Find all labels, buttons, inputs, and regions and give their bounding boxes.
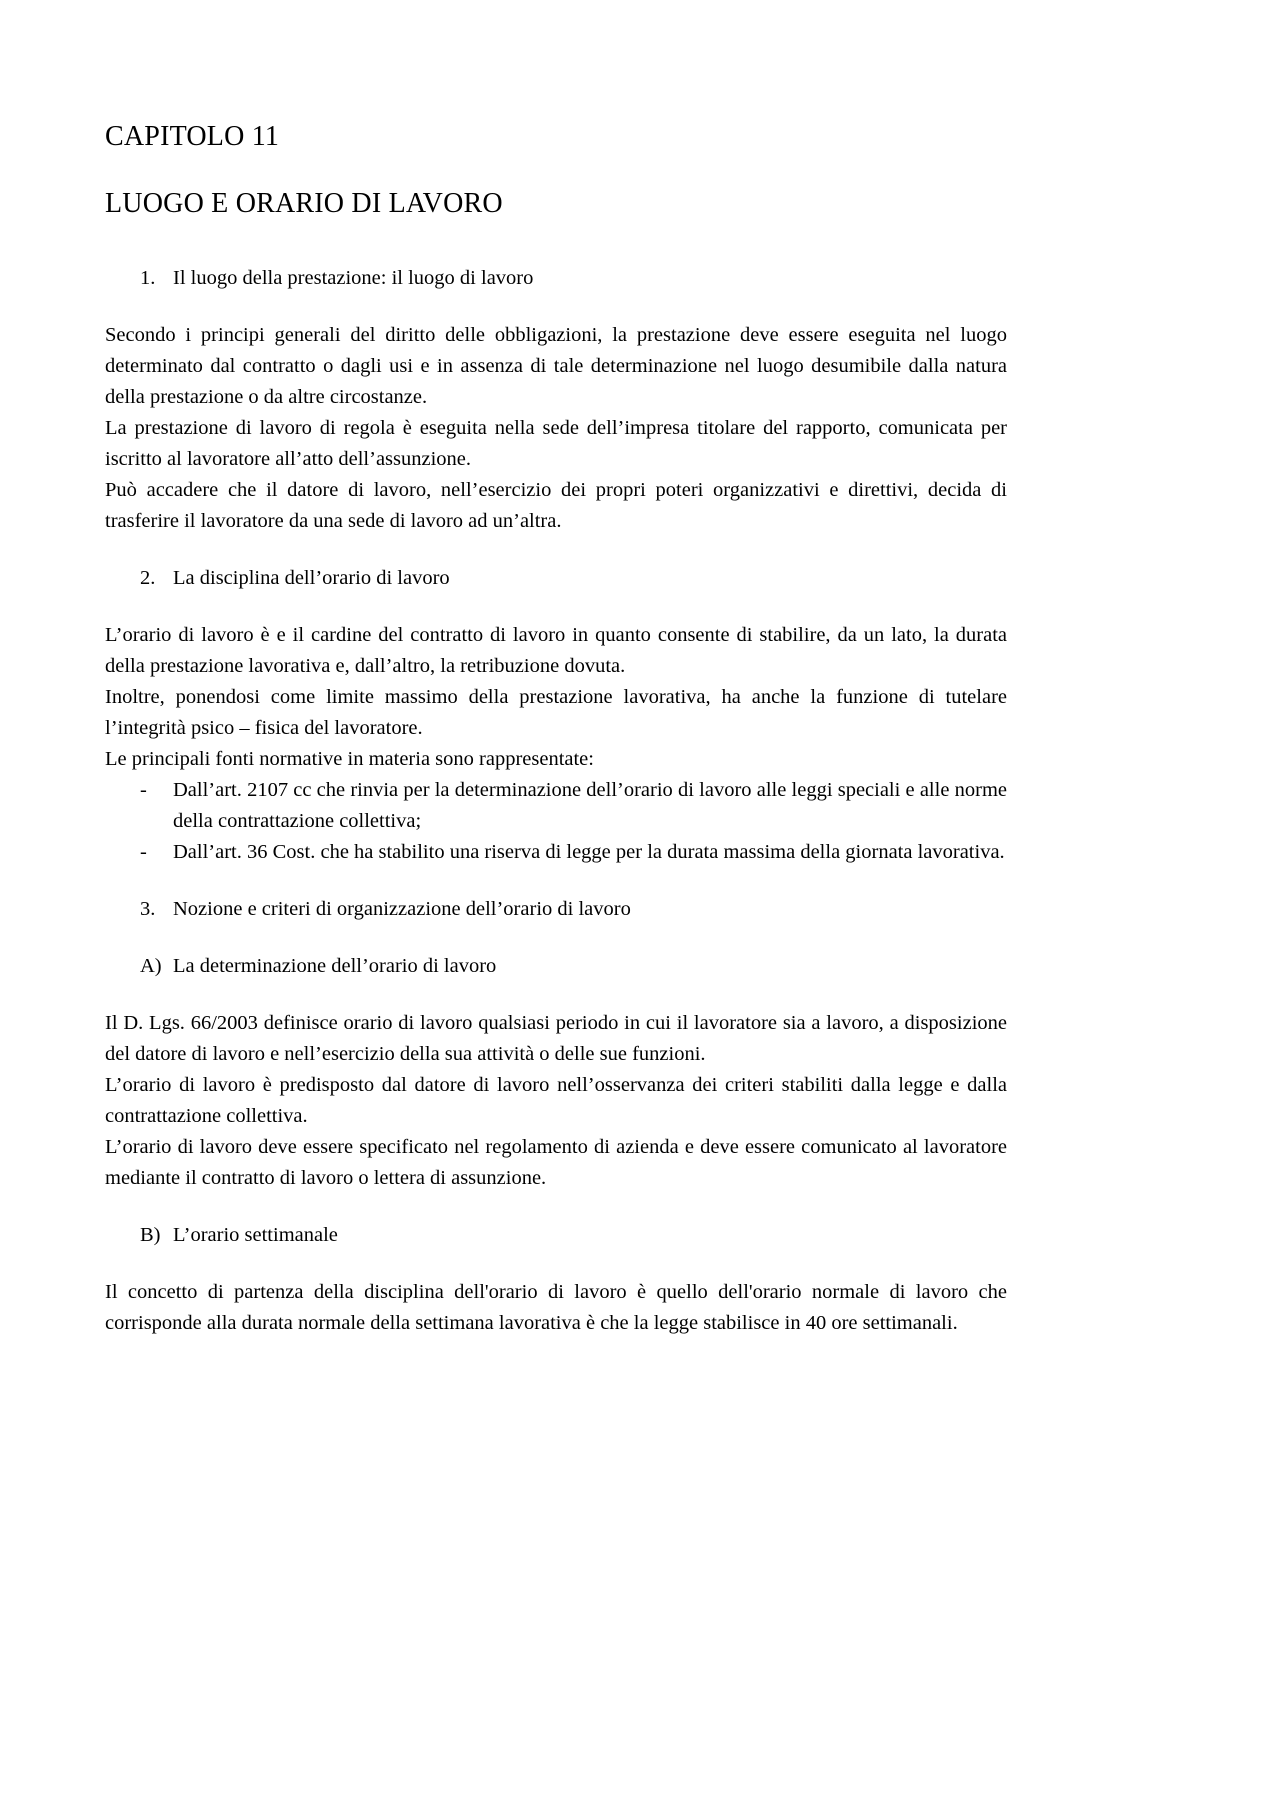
chapter-subtitle: LUOGO E ORARIO DI LAVORO: [105, 188, 503, 219]
subsection-a-paragraph-3: L’orario di lavoro deve essere specificato nel regolamento di azienda e deve essere comunicato al lavoratore mediante il contratto di lavoro o lettera di assunzione.: [105, 1136, 1007, 1189]
section-1-paragraph-3: Può accadere che il datore di lavoro, nell’esercizio dei propri poteri organizzativi e direttivi, decida di trasferire il lavoratore da una sede di lavoro ad un’altra.: [105, 479, 1007, 532]
subsection-b-paragraph-1: Il concetto di partenza della disciplina dell'orario di lavoro è quello dell'orario normale di lavoro che corrisponde alla durata normale della settimana lavorativa è che la legge stabilisce in 40 ore settimanali.: [105, 1281, 1007, 1334]
subsection-b-heading: [105, 1220, 1007, 1251]
section-3-heading-text: Nozione e criteri di organizzazione dell’orario di lavoro: [173, 898, 631, 920]
section-2-heading-text: La disciplina dell’orario di lavoro: [173, 567, 450, 589]
subsection-a-paragraph-1: Il D. Lgs. 66/2003 definisce orario di lavoro qualsiasi periodo in cui il lavoratore sia a lavoro, a disposizione del datore di lavoro e nell’esercizio della sua attività o delle sue funzioni.: [105, 1012, 1007, 1065]
dash-bullet: -: [140, 779, 147, 801]
subsection-a-letter: A): [140, 955, 162, 977]
subsection-a-heading-text: La determinazione dell’orario di lavoro: [173, 955, 497, 977]
section-1-heading: [105, 263, 1007, 294]
section-2-paragraph-2: Inoltre, ponendosi come limite massimo della prestazione lavorativa, ha anche la funzione di tutelare l’integrità psico – fisica del lavoratore.: [105, 686, 1007, 739]
list-item-text: Dall’art. 36 Cost. che ha stabilito una riserva di legge per la durata massima della giornata lavorativa.: [173, 841, 1005, 863]
section-3-number: 3.: [140, 898, 156, 920]
section-2-paragraph-3: Le principali fonti normative in materia sono rappresentate:: [105, 748, 594, 770]
section-2-paragraph-1: L’orario di lavoro è e il cardine del contratto di lavoro in quanto consente di stabilire, da un lato, la durata della prestazione lavorativa e, dall’altro, la retribuzione dovuta.: [105, 624, 1007, 677]
section-1-heading-text: Il luogo della prestazione: il luogo di lavoro: [173, 267, 534, 289]
section-2-number: 2.: [140, 567, 156, 589]
section-1-paragraph-1: Secondo i principi generali del diritto delle obbligazioni, la prestazione deve essere eseguita nel luogo determinato dal contratto o dagli usi e in assenza di tale determinazione nel luogo desumibile dalla natura della prestazione o da altre circostanze.: [105, 324, 1007, 408]
section-1-paragraph-2: La prestazione di lavoro di regola è eseguita nella sede dell’impresa titolare del rapporto, comunicata per iscritto al lavoratore all’atto dell’assunzione.: [105, 417, 1007, 470]
chapter-title: CAPITOLO 11: [105, 121, 280, 152]
list-item: [140, 775, 1007, 837]
subsection-a-heading: [105, 951, 1007, 982]
section-3-heading: [105, 894, 1007, 925]
subsection-b-heading-text: L’orario settimanale: [173, 1224, 338, 1246]
section-1-number: 1.: [140, 267, 156, 289]
list-item-text: Dall’art. 2107 cc che rinvia per la determinazione dell’orario di lavoro alle leggi speciali e alle norme della contrattazione collettiva;: [173, 779, 1007, 832]
dash-bullet: -: [140, 841, 147, 863]
list-item: [140, 837, 1007, 868]
section-2-heading: [105, 563, 1007, 594]
subsection-a-paragraph-2: L’orario di lavoro è predisposto dal datore di lavoro nell’osservanza dei criteri stabiliti dalla legge e dalla contrattazione collettiva.: [105, 1074, 1007, 1127]
subsection-b-letter: B): [140, 1224, 161, 1246]
